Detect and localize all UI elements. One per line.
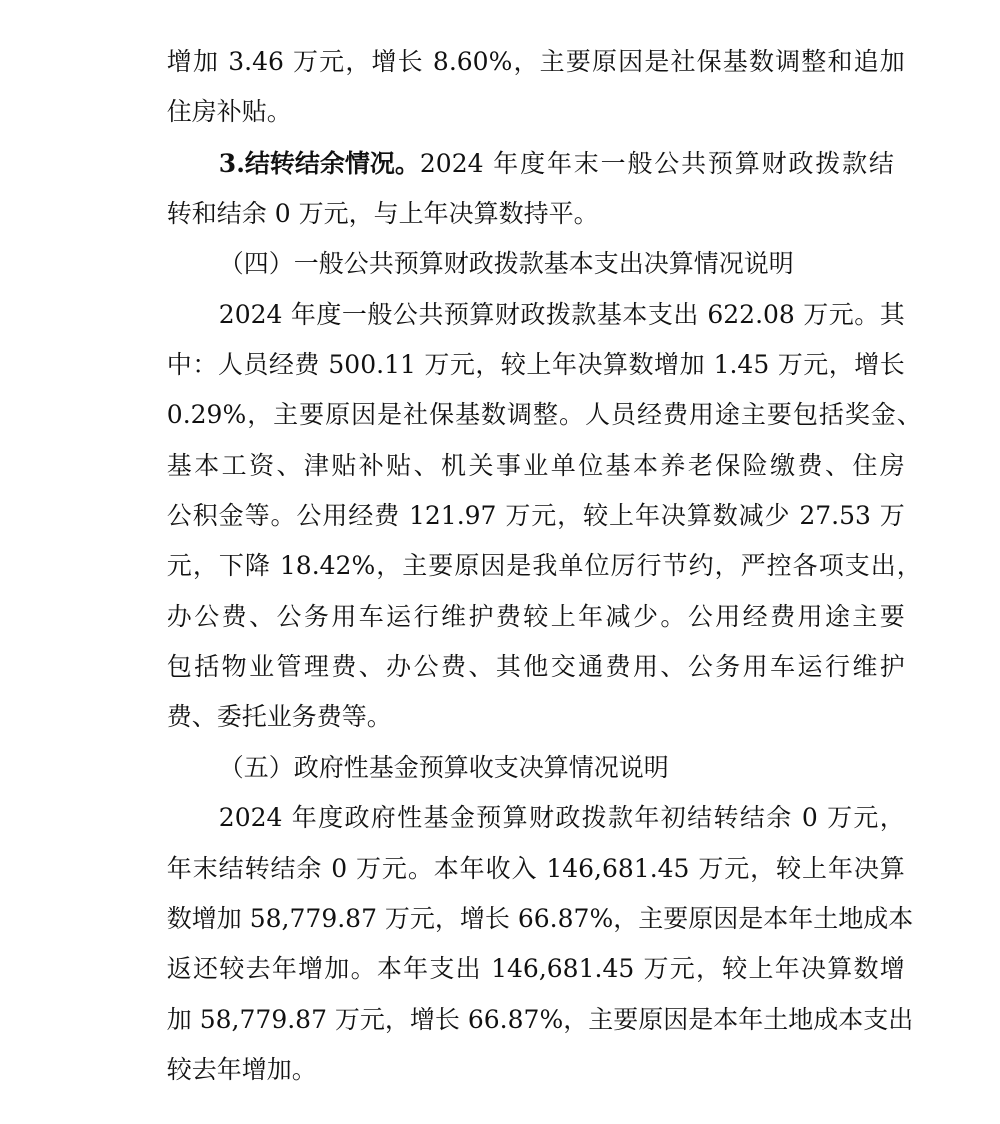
paragraph-line (187, 110, 1000, 178)
paragraph-line (135, 361, 1000, 429)
heading-text: （五）政府性基金预算收支决算情况说明 (218, 753, 669, 782)
line-text: 公积金等。公用经费 121.97 万元，较上年决算数减少 27.53 万 (166, 501, 905, 530)
paragraph-line (135, 815, 1000, 883)
line-text: 办公费、公务用车运行维护费较上年减少。公用经费用途主要 (166, 602, 905, 631)
line-text: 较去年增加。 (166, 1055, 317, 1084)
paragraph-line (135, 865, 1000, 933)
paragraph-line (187, 261, 1000, 329)
line-text: 返还较去年增加。本年支出 146,681.45 万元，较上年决算数增 (166, 954, 905, 983)
paragraph-line (135, 58, 1000, 126)
section-label-bold: 3.结转结余情况。 (218, 149, 420, 178)
paragraph-line (135, 8, 1000, 76)
line-text: 数增加 58,779.87 万元，增长 66.87%，主要原因是本年土地成本 (166, 904, 914, 933)
paragraph-line (135, 1016, 1000, 1084)
line-text: 年末结转结余 0 万元。本年收入 146,681.45 万元，较上年决算 (166, 854, 905, 883)
line-text: 住房补贴。 (166, 97, 292, 126)
line-text: 2024 年度一般公共预算财政拨款基本支出 622.08 万元。其 (218, 300, 905, 329)
paragraph-line (135, 663, 1000, 731)
line-text: 包括物业管理费、办公费、其他交通费用、公务用车运行维护 (166, 652, 905, 681)
paragraph-line (135, 160, 1000, 228)
line-text: 0.29%，主要原因是社保基数调整。人员经费用途主要包括奖金、 (166, 400, 922, 429)
paragraph-line (135, 563, 1000, 631)
section-heading (187, 210, 1000, 278)
paragraph-line (187, 764, 1000, 832)
line-text: 增加 3.46 万元，增长 8.60%，主要原因是社保基数调整和追加 (166, 47, 905, 76)
section-heading (187, 714, 1000, 782)
line-text: 中：人员经费 500.11 万元，较上年决算数增加 1.45 万元，增长 (166, 350, 905, 379)
line-text: 2024 年度年末一般公共预算财政拨款结 (419, 149, 894, 178)
line-text: 基本工资、津贴补贴、机关事业单位基本养老保险缴费、住房 (166, 451, 905, 480)
line-text: 2024 年度政府性基金预算财政拨款年初结转结余 0 万元， (218, 803, 905, 832)
heading-text: （四）一般公共预算财政拨款基本支出决算情况说明 (218, 249, 794, 278)
line-text: 元，下降 18.42%，主要原因是我单位厉行节约，严控各项支出， (166, 551, 922, 580)
line-text: 加 58,779.87 万元，增长 66.87%，主要原因是本年土地成本支出 (166, 1005, 914, 1034)
paragraph-line (135, 915, 1000, 983)
paragraph-line (135, 462, 1000, 530)
paragraph-line (135, 966, 1000, 1034)
paragraph-line (135, 512, 1000, 580)
line-text: 转和结余 0 万元，与上年决算数持平。 (166, 199, 599, 228)
paragraph-line (135, 311, 1000, 379)
line-text: 费、委托业务费等。 (166, 702, 392, 731)
paragraph-line (135, 412, 1000, 480)
paragraph-line (135, 613, 1000, 681)
